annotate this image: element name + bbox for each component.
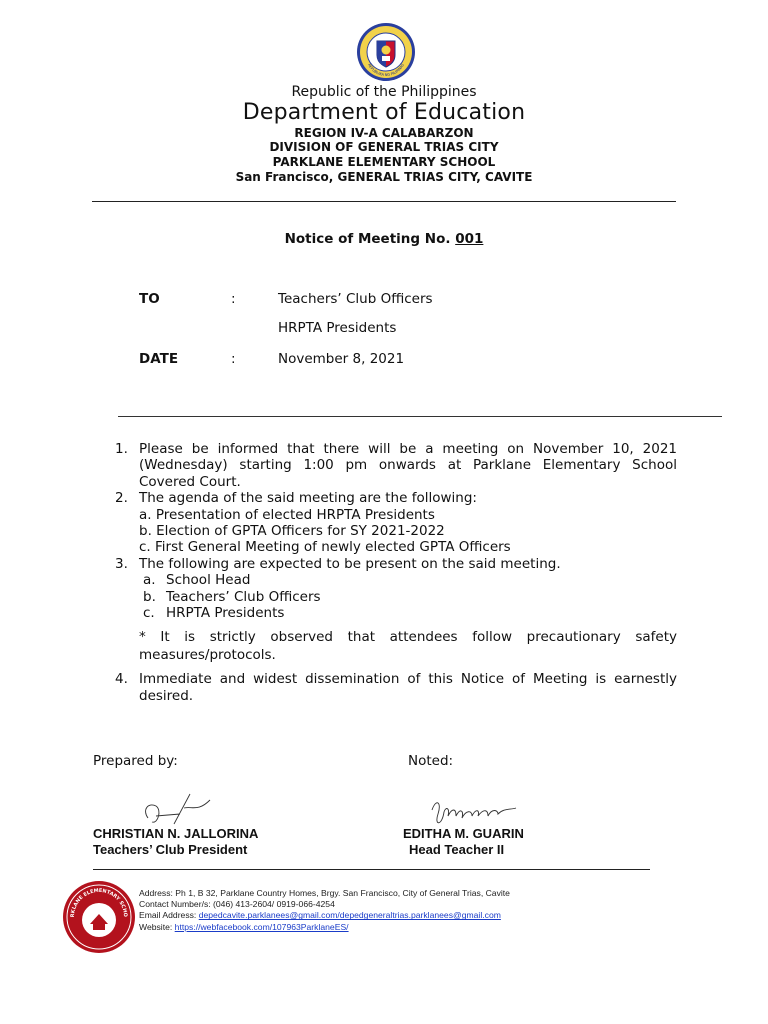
list-item-2 xyxy=(115,490,677,556)
body-divider xyxy=(118,416,722,417)
date-colon: : xyxy=(231,351,236,367)
preparer-name: CHRISTIAN N. JALLORINA xyxy=(93,826,259,841)
attendee-letter: c. xyxy=(143,605,155,622)
noter-name: EDITHA M. GUARIN xyxy=(403,826,524,841)
footer-email-row xyxy=(139,910,510,921)
preparer-title: Teachers’ Club President xyxy=(93,842,248,857)
region-heading: REGION IV-A CALABARZON xyxy=(294,126,474,140)
date-label: DATE xyxy=(139,351,179,367)
deped-seal-logo xyxy=(352,22,420,82)
list-number: 2. xyxy=(115,490,128,507)
attendee-text: HRPTA Presidents xyxy=(166,605,285,622)
to-label: TO xyxy=(139,291,160,307)
footer-email-label: Email Address: xyxy=(139,910,197,921)
attendee-item xyxy=(139,589,677,605)
noted-label: Noted: xyxy=(408,753,454,769)
list-item-3 xyxy=(115,556,677,665)
school-address-heading: San Francisco, GENERAL TRIAS CITY, CAVITE xyxy=(235,170,533,184)
division-heading: DIVISION OF GENERAL TRIAS CITY xyxy=(269,140,499,154)
department-heading: Department of Education xyxy=(242,100,526,125)
footer-website-row xyxy=(139,922,510,933)
school-heading: PARKLANE ELEMENTARY SCHOOL xyxy=(272,155,496,169)
prepared-by-label: Prepared by: xyxy=(93,753,178,769)
notice-title xyxy=(0,231,768,247)
footer-address: Address: Ph 1, B 32, Parklane Country Homes, Brgy. San Francisco, City of General Trias, Cavite xyxy=(139,888,510,898)
notice-title-text: Notice of Meeting No. xyxy=(284,231,451,247)
list-text: The agenda of the said meeting are the following: xyxy=(139,490,477,507)
footer-website-link[interactable]: https://webfacebook.com/107963ParklaneES/ xyxy=(174,921,349,932)
footer-email-link[interactable]: depedcavite.parklanees@gmail.com/depedgeneraltrias.parklanees@gmail.com xyxy=(198,910,501,921)
preparer-signature xyxy=(140,788,220,830)
svg-text:PARKLANE ELEMENTARY SCHOOL: RKLANE ELEMENTARY SCHO xyxy=(69,887,129,918)
seal-text-top xyxy=(352,22,420,23)
school-seal-logo xyxy=(62,880,136,954)
footer-website-label: Website: xyxy=(139,921,173,932)
safety-note: * It is strictly observed that attendees follow precautionary safety measures/protocols. xyxy=(139,629,677,664)
footer-contact: Contact Number/s: (046) 413-2604/ 0919-066-4254 xyxy=(139,899,335,910)
attendee-letter: b. xyxy=(143,588,156,605)
list-text: Immediate and widest dissemination of this Notice of Meeting is earnestly desired. xyxy=(139,671,677,704)
list-number: 3. xyxy=(115,555,128,572)
to-colon: : xyxy=(231,291,236,307)
date-value: November 8, 2021 xyxy=(278,351,405,367)
svg-text:REPUBLIKA NG PILIPINAS: REPUBLIKA NG PILIPINAS xyxy=(367,63,405,78)
footer-contact-block xyxy=(139,888,510,933)
list-number: 4. xyxy=(115,671,128,688)
list-item-4 xyxy=(115,671,677,704)
republic-heading: Republic of the Philippines xyxy=(291,84,477,100)
attendee-item xyxy=(139,605,677,621)
list-item-1 xyxy=(115,441,677,490)
agenda-item: b. Election of GPTA Officers for SY 2021-2022 xyxy=(139,523,445,540)
attendee-text: Teachers’ Club Officers xyxy=(166,588,321,605)
to-value-1: Teachers’ Club Officers xyxy=(278,291,433,307)
to-value-2: HRPTA Presidents xyxy=(278,320,397,336)
list-number: 1. xyxy=(115,441,128,457)
notice-body xyxy=(115,441,677,704)
agenda-item: a. Presentation of elected HRPTA Presidents xyxy=(139,506,435,523)
list-text: Please be informed that there will be a meeting on November 10, 2021 (Wednesday) starting 1:00 pm onwards at Parklane Elementary School Covered Court. xyxy=(139,441,677,490)
list-text: The following are expected to be present on the said meeting. xyxy=(139,555,561,572)
attendee-letter: a. xyxy=(143,572,156,589)
notice-number: 001 xyxy=(455,231,484,247)
agenda-item: c. First General Meeting of newly elected GPTA Officers xyxy=(139,539,511,556)
attendee-item xyxy=(139,572,677,588)
noter-title: Head Teacher II xyxy=(409,842,505,857)
attendee-text: School Head xyxy=(166,572,251,589)
footer-divider xyxy=(93,869,650,870)
header-divider xyxy=(92,201,676,202)
